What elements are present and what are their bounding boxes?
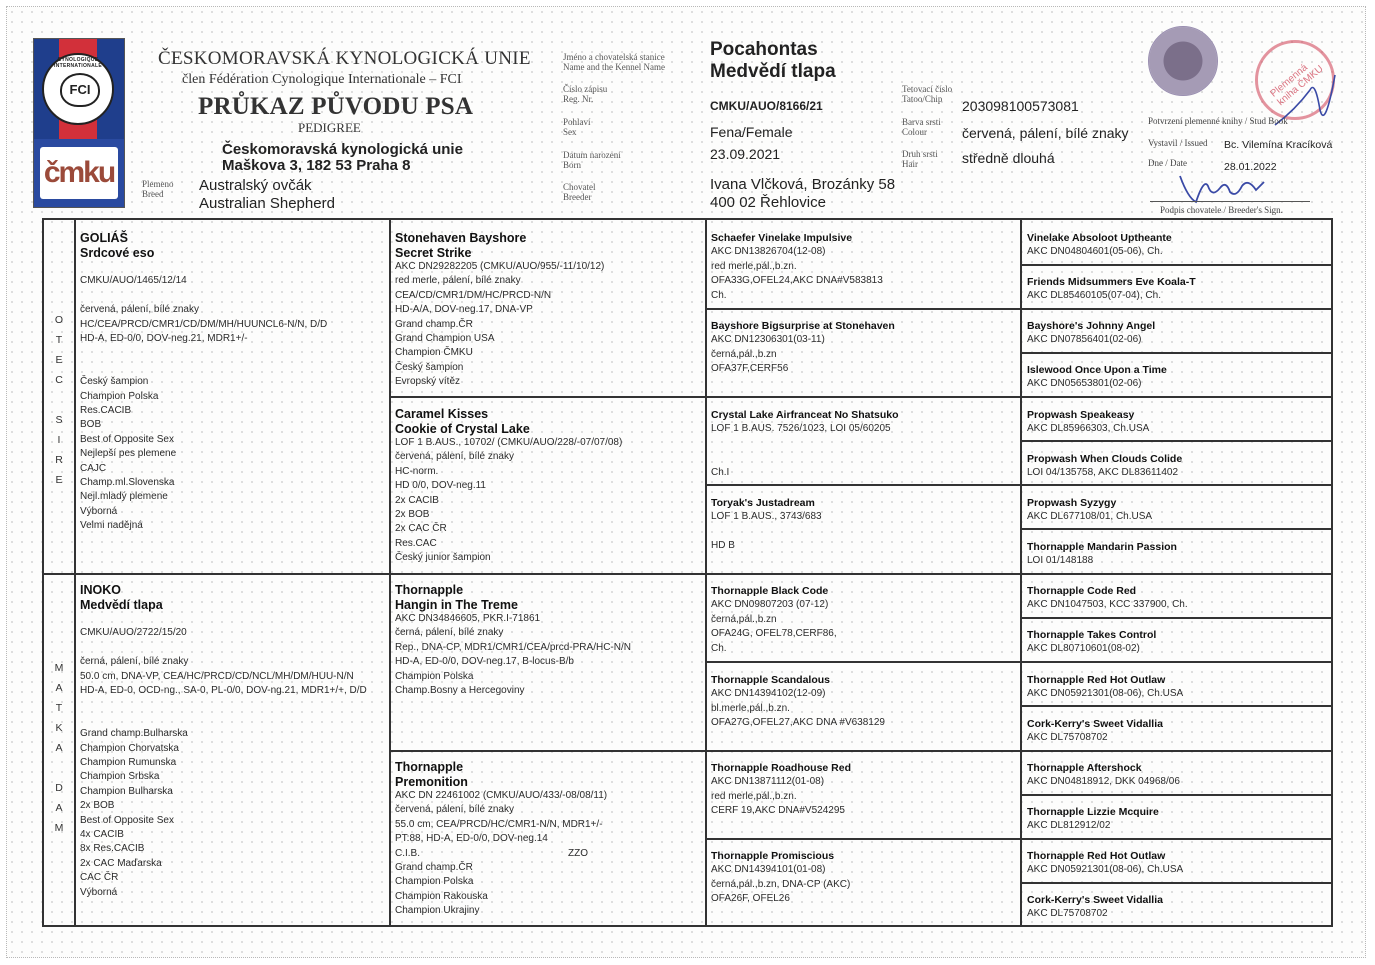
gen3-line: AKC DN14394101(01-08): [711, 864, 826, 876]
breeder-label: Chovatel Breeder: [563, 182, 596, 202]
gen3-line: OFA33G,OFEL24,AKC DNA#V583813: [711, 275, 883, 287]
dam-health-1: 50.0 cm, DNA-VP, CEA/HC/PRCD/CD/NCL/MH/DM/HUU-N/N: [80, 670, 354, 682]
gen4-line: AKC DN05921301(08-06), Ch.USA: [1027, 688, 1184, 700]
dam-title: 2x BOB: [80, 800, 115, 812]
gen3-name: Thornapple Scandalous: [711, 674, 831, 686]
gen2-line: Český šampion: [395, 361, 464, 373]
sire-title: Nejl.mladý plemene: [80, 491, 168, 503]
gen4-name: Propwash Speakeasy: [1027, 409, 1135, 421]
gen3-cell: [711, 408, 899, 480]
gen4-name: Vinelake Absoloot Uptheante: [1027, 232, 1172, 244]
gen4-cell: [1027, 628, 1156, 657]
gen4-name: Propwash Syzygy: [1027, 497, 1117, 509]
gen2-line: Champ.Bosny a Hercegoviny: [395, 685, 525, 697]
sire-side-letter: O: [54, 314, 64, 326]
gen3-name: Schaefer Vinelake Impulsive: [711, 232, 853, 244]
born-label: Datum narození Born: [563, 150, 621, 170]
gen3-cell: [711, 319, 895, 377]
sex-value: Fena/Female: [710, 124, 793, 140]
gen4-cell: [1027, 893, 1163, 922]
gen3-line: [711, 451, 899, 465]
gen2-name: Stonehaven Bayshore: [395, 231, 527, 245]
gen4-cell: [1027, 496, 1152, 525]
gen4-name: Thornapple Aftershock: [1027, 762, 1142, 774]
gen3-line: bl.merle,pál.,b.zn.: [711, 702, 790, 714]
gen3-line: OFA26F, OFEL26: [711, 893, 790, 905]
gen3-line: [711, 525, 822, 539]
gen3-line: AKC DN14394102(12-09): [711, 688, 826, 700]
gen2-line: Český junior šampion: [395, 552, 491, 564]
gen4-line: AKC DN1047503, KCC 337900, Ch.: [1027, 599, 1188, 611]
gen4-line: AKC DN05653801(02-06): [1027, 378, 1142, 390]
gen2-line: Champion Rakouska: [395, 890, 488, 902]
reg-label: Číslo zápisu Reg. Nr.: [563, 84, 608, 104]
sire-title: Nejlepší pes plemene: [80, 448, 177, 460]
date-value: 28.01.2022: [1224, 161, 1277, 173]
sire-title: Champion Polska: [80, 390, 159, 402]
gen4-cell: [1027, 363, 1167, 392]
gen2-cell: [395, 231, 604, 390]
signature-mark-top: [1270, 70, 1340, 140]
gen4-cell: [1027, 717, 1163, 746]
breeder-signature: [1178, 168, 1268, 208]
sire-colour: červená, pálení, bílé znaky: [80, 304, 199, 316]
gen2-name: Thornapple: [395, 583, 464, 597]
sire-side-letter: [44, 390, 74, 410]
gen4-name: Islewood Once Upon a Time: [1027, 364, 1167, 376]
gen4-line: AKC DL85460105(07-04), Ch.: [1027, 290, 1161, 302]
gen4-line: AKC DL677108/01, Ch.USA: [1027, 511, 1153, 523]
dam-title: Výborná: [80, 886, 118, 898]
gen3-name: Thornapple Promiscious: [711, 850, 835, 862]
gen2-line: HD 0/0, DOV-neg.11: [395, 480, 486, 492]
gen2-line: Grand champ.ČR: [395, 318, 473, 330]
gen2-line: Res.CAC: [395, 537, 437, 549]
gen2-line: Grand champ.ČR: [395, 862, 473, 874]
sire-title: Velmi nadějná: [80, 520, 143, 532]
gen3-line: černá,pál.,b.zn, DNA-CP (AKC): [711, 878, 851, 890]
org-member: člen Fédération Cynologique Internationale – FCI: [182, 72, 462, 87]
gen2-line: LOF 1 B.AUS., 10702/ (CMKU/AUO/228/-07/07/08): [395, 437, 623, 448]
gen3-line: AKC DN09807203 (07-12): [711, 599, 829, 611]
sire-title: Český šampion: [80, 376, 149, 388]
gen3-line: černá,pál.,b.zn: [711, 613, 777, 625]
sire-title: CAJC: [80, 462, 107, 474]
gen3-name: Toryak's Justadream: [711, 497, 815, 509]
chip-label: Tetovací číslo Tatoo/Chip: [902, 84, 953, 104]
dam-side-letter: A: [55, 742, 63, 754]
org-name: ČESKOMORAVSKÁ KYNOLOGICKÁ UNIE: [158, 48, 531, 69]
gen3-line: AKC DN13871112(01-08): [711, 776, 825, 788]
gen4-line: AKC DN04804601(05-06), Ch.: [1027, 246, 1163, 258]
gen2-cell: [395, 407, 622, 566]
dam-title: Champion Srbska: [80, 771, 160, 783]
gen2-kennel: Secret Strike: [395, 245, 472, 260]
gen4-line: AKC DL85966303, Ch.USA: [1027, 423, 1150, 435]
reg-number: CMKU/AUO/8166/21: [710, 99, 823, 113]
gen2-line: červená, pálení, bílé znaky: [395, 451, 514, 463]
gen2-line: HD-A, ED-0/0, DOV-neg.17, B-locus-B/b: [395, 656, 574, 668]
pedigree-table: [42, 218, 1333, 927]
gen3-line: AKC DN13826704(12-08): [711, 246, 826, 258]
fci-cmku-logo: [33, 38, 125, 208]
dam-title: Best of Opposite Sex: [80, 814, 174, 826]
date-label: Dne / Date: [1148, 158, 1187, 168]
gen4-cell: [1027, 408, 1149, 437]
dam-title: Champion Bulharska: [80, 785, 173, 797]
dam-colour: černá, pálení, bílé znaky: [80, 656, 189, 668]
gen3-line: LOF 1 B.AUS., 3743/683: [711, 511, 822, 523]
sire-side-letter: E: [55, 354, 63, 366]
chip-value: 203098100573081: [962, 98, 1079, 114]
sire-side-letter: I: [57, 434, 61, 446]
gen2-line: AKC DN34846605, PKR.I-71861: [395, 613, 541, 624]
sire-side-letter: R: [55, 454, 63, 466]
dam-title: CAC ČR: [80, 872, 119, 884]
gen4-name: Thornapple Code Red: [1027, 585, 1137, 597]
sire-side-letter: S: [55, 414, 63, 426]
dam-reg: CMKU/AUO/2722/15/20: [80, 627, 187, 639]
gen2-kennel: Cookie of Crystal Lake: [395, 421, 530, 436]
colour-label: Barva srsti Colour: [902, 117, 941, 137]
gen3-line: Ch.I: [711, 466, 730, 478]
gen2-line: Evropský vítěz: [395, 376, 461, 388]
gen4-cell: [1027, 275, 1196, 304]
gen4-line: AKC DN05921301(08-06), Ch.USA: [1027, 864, 1184, 876]
gen2-line: AKC DN 22461002 (CMKU/AUO/433/-08/08/11): [395, 790, 608, 801]
gen2-line: Grand Champion USA: [395, 333, 495, 345]
gen4-name: Thornapple Lizzie Mcquire: [1027, 806, 1159, 818]
gen2-line: Champion Polska: [395, 876, 474, 888]
dam-title: 4x CACIB: [80, 829, 124, 841]
breed-label: Plemeno Breed: [142, 179, 174, 199]
gen2-line: CEA/CD/CMR1/DM/HC/PRCD-N/N: [395, 289, 552, 301]
dam-title: Champion Rumunska: [80, 757, 177, 768]
gen2-line: HC-norm.: [395, 465, 439, 477]
doc-title: PRŮKAZ PŮVODU PSA: [198, 93, 474, 120]
dam-side-letter: [44, 758, 74, 778]
gen3-line: Ch.: [711, 642, 727, 654]
gen2-name: Caramel Kisses: [395, 407, 489, 421]
sire-title: Best of Opposite Sex: [80, 433, 174, 445]
gen3-line: HD B: [711, 540, 735, 552]
dam-health-2: HD-A, ED-0, OCD-ng., SA-0, PL-0/0, DOV-ng.21, MDR1+/+, D/D: [80, 685, 367, 696]
gen2-line: 2x CAC ČR: [395, 523, 447, 535]
gen4-line: AKC DL80710601(08-02): [1027, 643, 1140, 655]
sire-cell: [80, 231, 327, 534]
sire-side-letter: E: [55, 474, 63, 486]
sire-reg: CMKU/AUO/1465/12/14: [80, 275, 187, 287]
gen2-line: PT:88, HD-A, ED-0/0, DOV-neg.14: [395, 833, 548, 845]
hair-value: středně dlouhá: [962, 150, 1055, 166]
sire-title: Výborná: [80, 505, 118, 517]
dam-side-letter: A: [55, 802, 63, 814]
issued-by: Bc. Vilemína Kracíková: [1224, 139, 1333, 151]
dam-side-letter: T: [55, 702, 63, 714]
dam-name: INOKO: [80, 583, 121, 597]
breeder-value: Ivana Vlčková, Brozánky 58 400 02 Řehlovice: [710, 176, 896, 211]
dam-side-letter: D: [55, 782, 63, 794]
breed-value: Australský ovčák Australian Shepherd: [199, 177, 335, 212]
gen2-line: Champion Ukrajiny: [395, 905, 480, 917]
sire-health-2: HD-A, ED-0/0, DOV-neg.21, MDR1+/-: [80, 333, 248, 344]
dam-kennel: Medvědí tlapa: [80, 597, 163, 612]
dam-title: 8x Res.CACIB: [80, 843, 145, 855]
gen2-extra: ZZO: [568, 847, 588, 859]
gen3-cell: [711, 761, 851, 819]
gen2-kennel: Hangin in The Treme: [395, 597, 518, 612]
gen4-name: Thornapple Red Hot Outlaw: [1027, 850, 1166, 862]
dam-side-letter: A: [55, 682, 63, 694]
gen3-line: OFA27G,OFEL27,AKC DNA #V638129: [711, 717, 885, 729]
issuer-name: Českomoravská kynologická unie: [222, 141, 463, 158]
gen4-name: Propwash When Clouds Colide: [1027, 453, 1183, 465]
issuer-block: [222, 142, 463, 174]
gen3-name: Thornapple Black Code: [711, 585, 829, 597]
gen3-line: AKC DN12306301(03-11): [711, 334, 825, 346]
issuer-address: Maškova 3, 182 53 Praha 8: [222, 157, 411, 174]
gen2-line: 2x CACIB: [395, 494, 439, 506]
gen4-cell: [1027, 540, 1177, 569]
gen3-name: Crystal Lake Airfranceat No Shatsuko: [711, 409, 899, 421]
gen2-kennel: Premonition: [395, 774, 468, 789]
gen4-line: AKC DN07856401(02-06): [1027, 334, 1142, 346]
gen3-line: [711, 437, 899, 451]
gen3-cell: [711, 496, 822, 554]
gen2-line: 2x BOB: [395, 509, 430, 521]
dog-name: Pocahontas Medvědí tlapa: [710, 39, 836, 82]
sire-title: Res.CACIB: [80, 405, 132, 416]
sire-health-1: HC/CEA/PRCD/CMR1/CD/DM/MH/HUUNCL6-N/N, D/D: [80, 318, 328, 330]
dam-title: Champion Chorvatska: [80, 742, 179, 754]
gen3-line: černá,pál.,b.zn: [711, 348, 777, 360]
gen3-line: OFA37F,CERF56: [711, 363, 789, 375]
gen4-cell: [1027, 673, 1183, 702]
fci-emblem: CYNOLOGIQUE INTERNATIONALE FCI: [42, 53, 114, 125]
dam-side-letter: M: [54, 662, 64, 674]
gen2-line: Champion Polska: [395, 670, 474, 682]
issued-label: Vystavil / Issued: [1148, 138, 1208, 148]
gen2-line: 55.0 cm, CEA/PRCD/HC/CMR1-N/N, MDR1+/-: [395, 818, 603, 830]
sire-side-letter: C: [55, 374, 63, 386]
gen4-line: LOI 01/148188: [1027, 555, 1094, 567]
stamp-image: [1148, 26, 1218, 96]
gen4-cell: [1027, 319, 1155, 348]
sire-title: BOB: [80, 419, 102, 431]
sire-side-letter: T: [55, 334, 63, 346]
gen4-name: Friends Midsummers Eve Koala-T: [1027, 276, 1196, 288]
gen2-line: HD-A/A, DOV-neg.17, DNA-VP: [395, 304, 533, 316]
gen4-line: AKC DL75708702: [1027, 732, 1108, 744]
name-label: Jméno a chovatelská stanice Name and the Kennel Name: [563, 52, 665, 72]
gen2-name: Thornapple: [395, 760, 464, 774]
gen4-name: Thornapple Mandarin Passion: [1027, 541, 1177, 553]
gen4-cell: [1027, 761, 1180, 790]
gen4-name: Thornapple Red Hot Outlaw: [1027, 674, 1166, 686]
cmku-emblem: čmku: [40, 147, 118, 199]
gen3-line: LOF 1 B.AUS. 7526/1023, LOI 05/60205: [711, 423, 891, 435]
gen3-name: Bayshore Bigsurprise at Stonehaven: [711, 320, 895, 332]
gen3-line: red merle,pál.,b.zn.: [711, 790, 797, 802]
stud-confirm-label: Potvrzení plemenné knihy / Stud Book: [1148, 116, 1288, 126]
gen4-cell: [1027, 849, 1183, 878]
gen3-cell: [711, 849, 850, 907]
gen4-name: Thornapple Takes Control: [1027, 629, 1157, 641]
hair-label: Druh srsti Hair: [902, 149, 938, 169]
gen4-cell: [1027, 584, 1188, 613]
gen4-cell: [1027, 231, 1172, 260]
gen2-line: Champion ČMKU: [395, 347, 473, 359]
dam-cell: [80, 583, 367, 900]
gen3-cell: [711, 584, 837, 656]
gen3-cell: [711, 673, 885, 731]
gen4-line: AKC DL812912/02: [1027, 820, 1111, 832]
dam-side-letter: K: [55, 722, 63, 734]
gen4-name: Cork-Kerry's Sweet Vidallia: [1027, 718, 1163, 730]
gen3-cell: [711, 231, 883, 303]
gen4-line: AKC DL75708702: [1027, 908, 1108, 920]
gen4-cell: [1027, 805, 1159, 834]
sire-name: GOLIÁŠ: [80, 231, 128, 245]
gen3-line: red merle,pál.,b.zn.: [711, 260, 797, 272]
gen2-line: černá, pálení, bílé znaky: [395, 627, 504, 639]
gen2-line: Rep., DNA-CP, MDR1/CMR1/CEA/prcd-PRA/HC-N/N: [395, 641, 631, 653]
gen4-cell: [1027, 452, 1182, 481]
gen3-line: OFA24G, OFEL78,CERF86,: [711, 628, 837, 640]
sire-kennel: Srdcové eso: [80, 245, 155, 260]
dam-title: 2x CAC Maďarska: [80, 857, 162, 869]
gen4-line: LOI 04/135758, AKC DL83611402: [1027, 467, 1179, 479]
gen3-name: Thornapple Roadhouse Red: [711, 762, 852, 774]
sex-label: Pohlaví Sex: [563, 117, 591, 137]
born-value: 23.09.2021: [710, 146, 781, 162]
dam-side-label: [44, 658, 74, 838]
red-stamp: Plemenná kniha ČMKU: [1255, 40, 1335, 120]
sire-side-label: [44, 310, 74, 490]
dam-title: Grand champ.Bulharska: [80, 728, 188, 740]
gen3-line: CERF 19,AKC DNA#V524295: [711, 805, 845, 817]
gen2-line: červená, pálení, bílé znaky: [395, 804, 514, 816]
sire-title: Champ.ml.Slovenska: [80, 477, 175, 489]
gen2-cell: [395, 583, 631, 698]
colour-value: červená, pálení, bílé znaky: [962, 125, 1129, 141]
breeder-sign-label: Podpis chovatele / Breeder's Sign.: [1160, 205, 1283, 215]
gen2-line: AKC DN29282205 (CMKU/AUO/955/-11/10/12): [395, 261, 605, 272]
gen4-line: AKC DN04818912, DKK 04968/06: [1027, 776, 1180, 788]
dam-side-letter: M: [54, 822, 64, 834]
gen4-name: Cork-Kerry's Sweet Vidallia: [1027, 894, 1163, 906]
gen2-line: C.I.B.: [395, 847, 421, 859]
gen2-line: red merle, pálení, bílé znaky: [395, 275, 521, 287]
doc-title-en: PEDIGREE: [298, 120, 361, 135]
gen4-name: Bayshore's Johnny Angel: [1027, 320, 1156, 332]
gen3-line: Ch.: [711, 289, 727, 301]
gen2-cell: [395, 760, 607, 919]
